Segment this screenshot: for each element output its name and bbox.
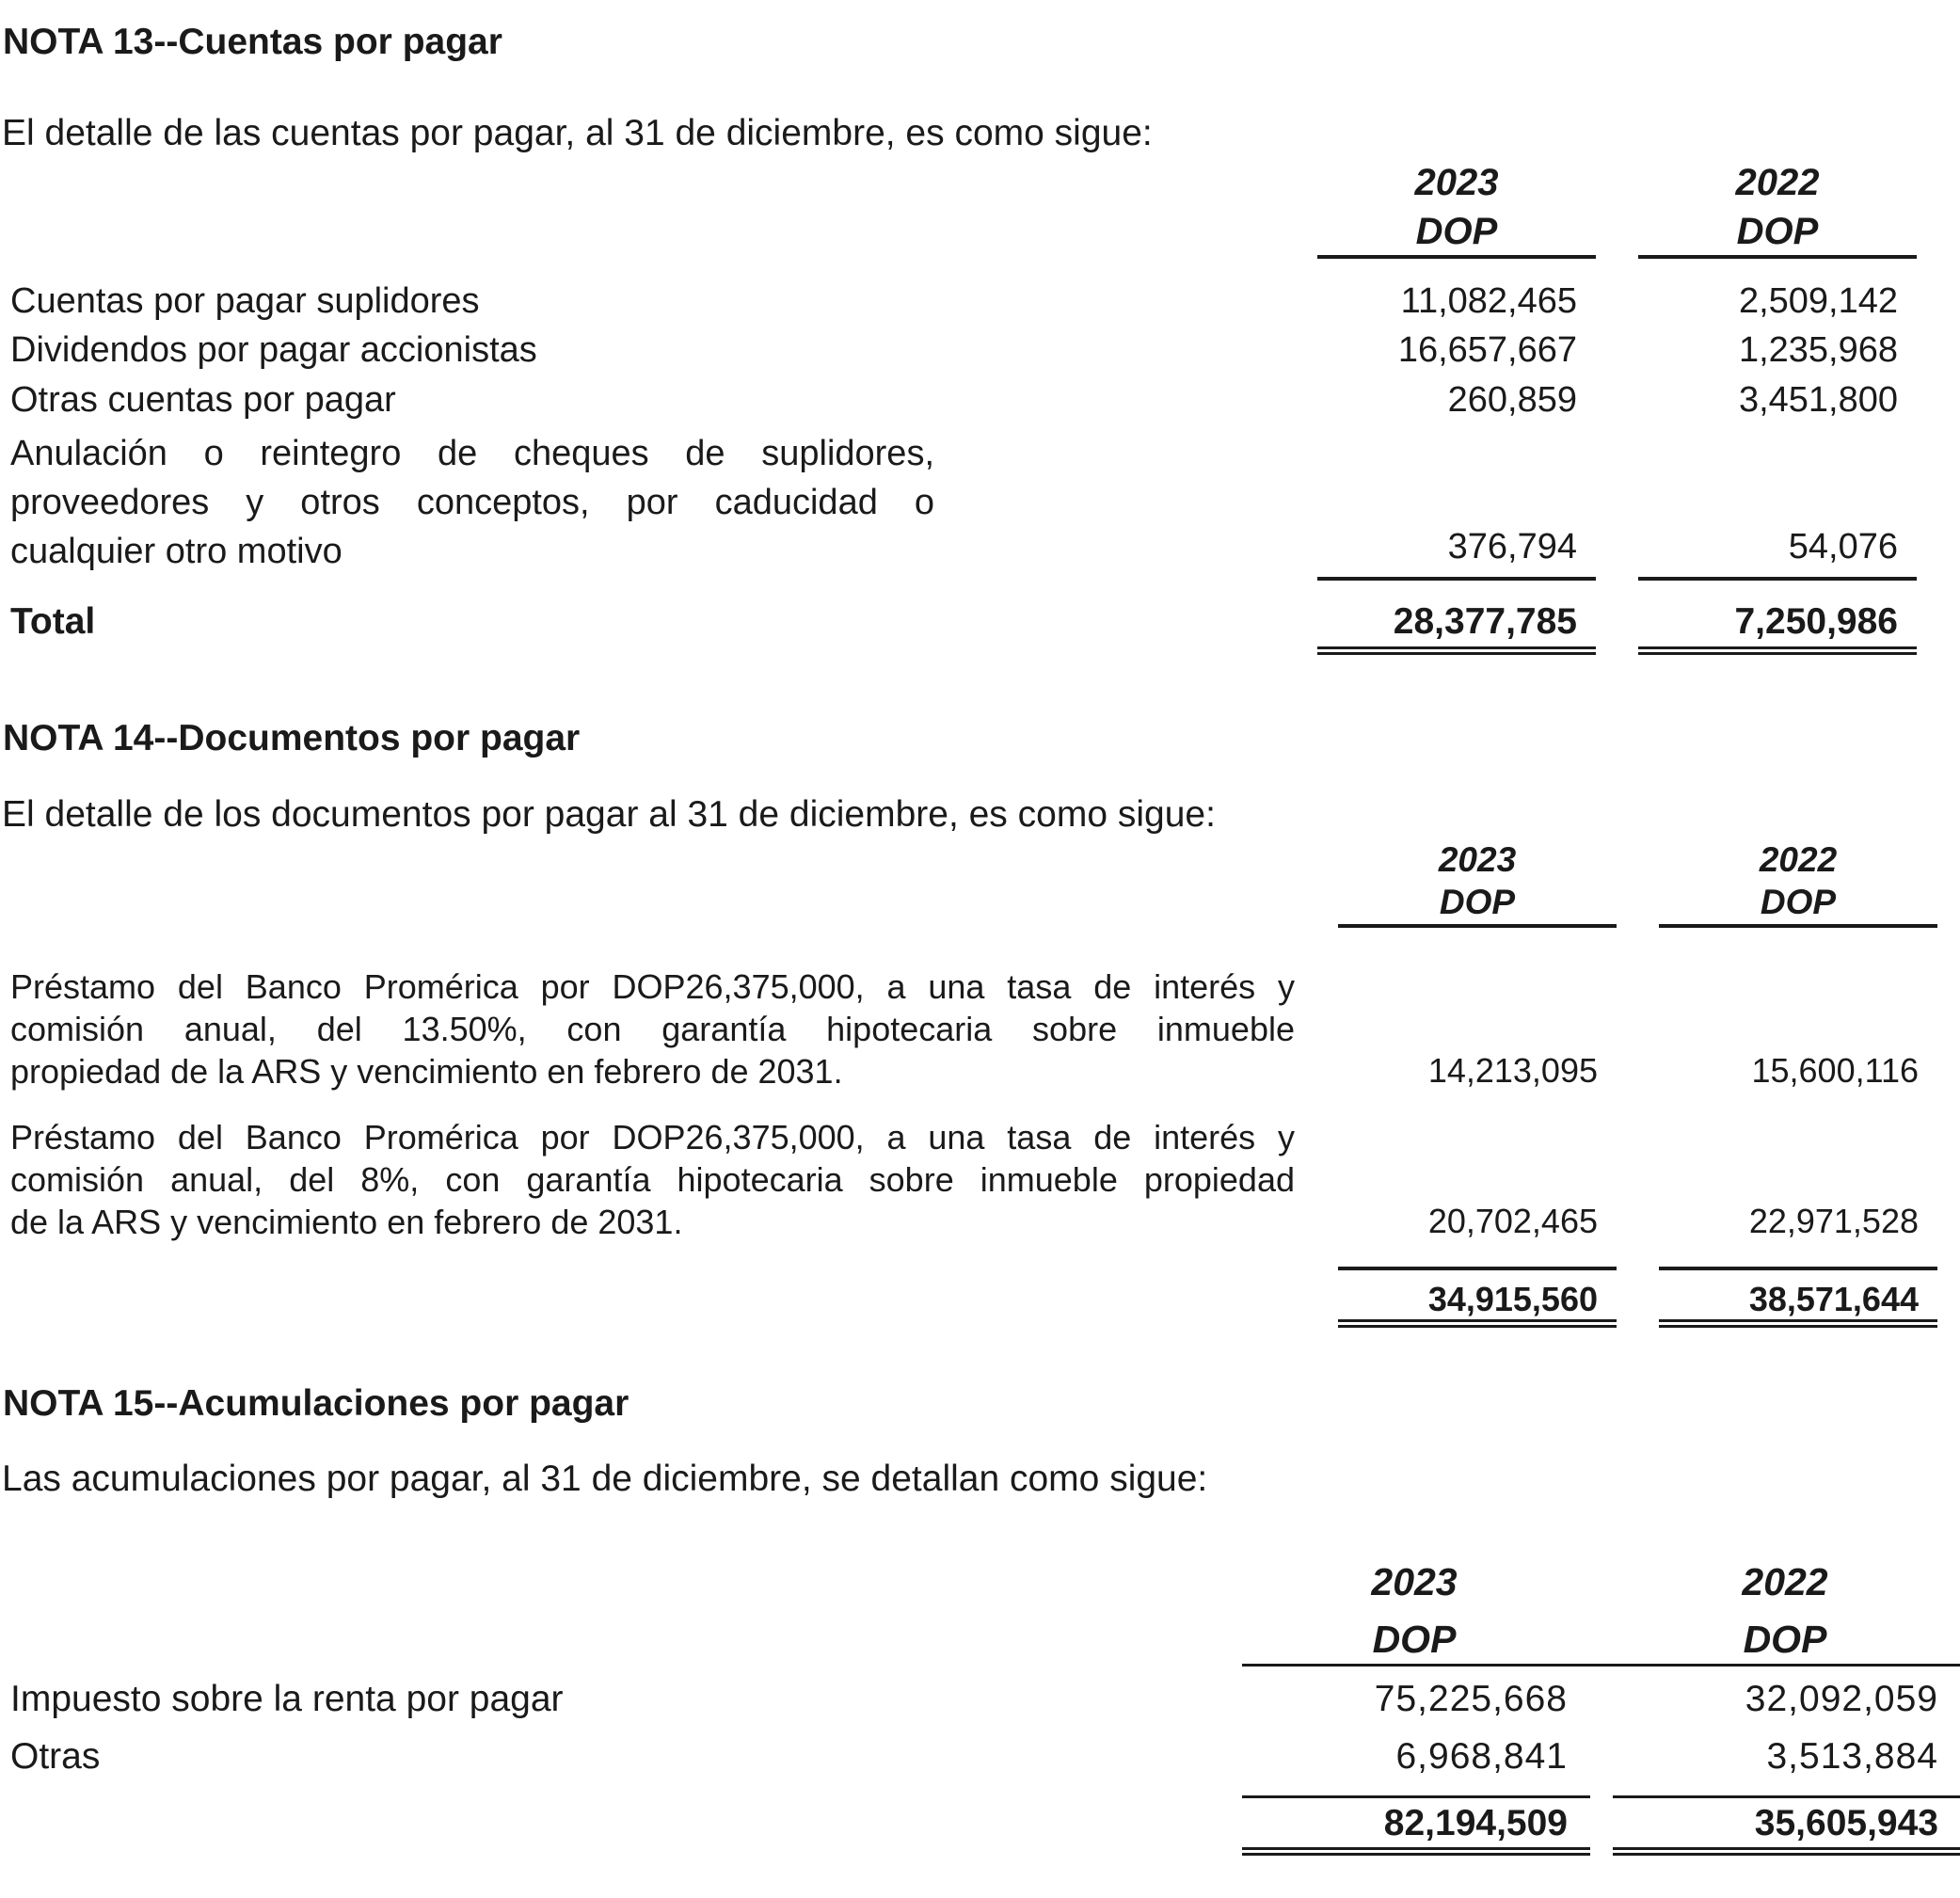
nota-14-intro: El detalle de los documentos por pagar al 31 de diciembre, es como sigue: xyxy=(2,794,1216,835)
nota-13-row-value-2023: 16,657,667 xyxy=(1397,330,1577,370)
nota-15-col-2023-currency: DOP xyxy=(1372,1618,1457,1661)
nota-13-row-value-2022: 1,235,968 xyxy=(1738,330,1898,370)
nota-15-row-label: Otras xyxy=(10,1736,101,1777)
nota-14-row-value-2022: 22,971,528 xyxy=(1748,1202,1919,1240)
nota-13-total-label: Total xyxy=(10,601,96,642)
nota-13-subtotal-rule-2023 xyxy=(1317,577,1596,581)
nota-14-loan-line: comisión anual, del 13.50%, con garantía hipotecaria sobre inmueble xyxy=(10,1010,1295,1048)
nota-14-loan-line: propiedad de la ARS y vencimiento en febrero de 2031. xyxy=(10,1052,843,1091)
nota-15-col-2022-currency: DOP xyxy=(1743,1618,1827,1661)
nota-15-total-2023: 82,194,509 xyxy=(1383,1803,1568,1843)
nota-13-header-rule-2023 xyxy=(1317,255,1596,259)
nota-13-total-2022: 7,250,986 xyxy=(1734,601,1898,642)
nota-14-loan-line: Préstamo del Banco Promérica por DOP26,375,000, a una tasa de interés y xyxy=(10,967,1295,1006)
nota-15-subtotal-rule-2022 xyxy=(1613,1795,1960,1798)
nota-15-row-value-2022: 32,092,059 xyxy=(1745,1679,1938,1719)
nota-15-total-double-rule-2022 xyxy=(1613,1847,1960,1856)
nota-13-label-line: cualquier otro motivo xyxy=(10,532,343,571)
nota-14-heading: NOTA 14--Documentos por pagar xyxy=(3,718,581,758)
nota-14-total-2022: 38,571,644 xyxy=(1748,1280,1919,1318)
nota-14-row-value-2022: 15,600,116 xyxy=(1751,1051,1919,1090)
nota-14-subtotal-rule-2023 xyxy=(1338,1267,1617,1270)
nota-13-total-double-rule-2023 xyxy=(1317,646,1596,655)
nota-15-subtotal-rule-2023 xyxy=(1242,1795,1590,1798)
nota-13-col-2022-year: 2022 xyxy=(1735,162,1820,203)
nota-14-col-2022-year: 2022 xyxy=(1759,840,1838,879)
nota-13-row-value-2022: 2,509,142 xyxy=(1738,281,1898,321)
nota-14-total-double-rule-2023 xyxy=(1338,1319,1617,1328)
nota-13-row-label: Dividendos por pagar accionistas xyxy=(10,330,537,370)
nota-13-subtotal-rule-2022 xyxy=(1638,577,1917,581)
nota-13-heading: NOTA 13--Cuentas por pagar xyxy=(3,22,502,62)
nota-14-row-value-2023: 20,702,465 xyxy=(1427,1202,1598,1240)
nota-13-col-2022-currency: DOP xyxy=(1736,211,1819,252)
nota-13-row-label: Otras cuentas por pagar xyxy=(10,380,396,420)
nota-14-col-2023-currency: DOP xyxy=(1439,883,1516,921)
nota-13-row-value-2023: 11,082,465 xyxy=(1400,281,1577,321)
nota-13-row-value-2023: 376,794 xyxy=(1447,527,1577,566)
nota-15-row-label: Impuesto sobre la renta por pagar xyxy=(10,1679,564,1719)
nota-13-row-value-2022: 3,451,800 xyxy=(1738,380,1898,420)
nota-13-intro: El detalle de las cuentas por pagar, al 31 de diciembre, es como sigue: xyxy=(2,113,1153,153)
nota-13-col-2023-currency: DOP xyxy=(1415,211,1498,252)
nota-15-header-rule xyxy=(1242,1664,1960,1667)
nota-15-row-value-2023: 75,225,668 xyxy=(1374,1679,1568,1719)
nota-13-label-line: Anulación o reintegro de cheques de suplidores, xyxy=(10,434,934,473)
nota-15-row-value-2023: 6,968,841 xyxy=(1395,1736,1568,1777)
nota-14-loan-line: comisión anual, del 8%, con garantía hipotecaria sobre inmueble propiedad xyxy=(10,1160,1295,1199)
nota-15-total-2022: 35,605,943 xyxy=(1754,1803,1938,1843)
nota-13-header-rule-2022 xyxy=(1638,255,1917,259)
nota-14-col-2022-currency: DOP xyxy=(1760,883,1837,921)
nota-13-row-value-2022: 54,076 xyxy=(1788,527,1898,566)
nota-13-label-line: proveedores y otros conceptos, por caducidad o xyxy=(10,483,934,522)
nota-13-total-double-rule-2022 xyxy=(1638,646,1917,655)
nota-15-intro: Las acumulaciones por pagar, al 31 de diciembre, se detallan como sigue: xyxy=(2,1459,1208,1499)
nota-15-col-2023-year: 2023 xyxy=(1371,1560,1458,1603)
nota-13-multiline-label xyxy=(10,429,934,576)
nota-13-col-2023-year: 2023 xyxy=(1414,162,1499,203)
nota-14-header-rule-2022 xyxy=(1659,924,1937,928)
nota-14-header-rule-2023 xyxy=(1338,924,1617,928)
nota-13-row-label: Cuentas por pagar suplidores xyxy=(10,281,480,321)
nota-13-total-2023: 28,377,785 xyxy=(1393,601,1577,642)
nota-14-row-value-2023: 14,213,095 xyxy=(1427,1051,1598,1090)
nota-14-loan-line: de la ARS y vencimiento en febrero de 2031. xyxy=(10,1203,683,1241)
nota-14-total-double-rule-2022 xyxy=(1659,1319,1937,1328)
nota-14-loan-description xyxy=(10,965,1295,1093)
nota-14-subtotal-rule-2022 xyxy=(1659,1267,1937,1270)
nota-13-row-value-2023: 260,859 xyxy=(1447,380,1577,420)
nota-14-col-2023-year: 2023 xyxy=(1438,840,1517,879)
nota-15-total-double-rule-2023 xyxy=(1242,1847,1590,1856)
nota-15-row-value-2022: 3,513,884 xyxy=(1766,1736,1938,1777)
nota-14-loan-line: Préstamo del Banco Promérica por DOP26,375,000, a una tasa de interés y xyxy=(10,1118,1295,1156)
nota-14-total-2023: 34,915,560 xyxy=(1427,1280,1598,1318)
nota-15-col-2022-year: 2022 xyxy=(1742,1560,1828,1603)
nota-15-heading: NOTA 15--Acumulaciones por pagar xyxy=(3,1383,629,1424)
nota-14-loan-description xyxy=(10,1116,1295,1243)
